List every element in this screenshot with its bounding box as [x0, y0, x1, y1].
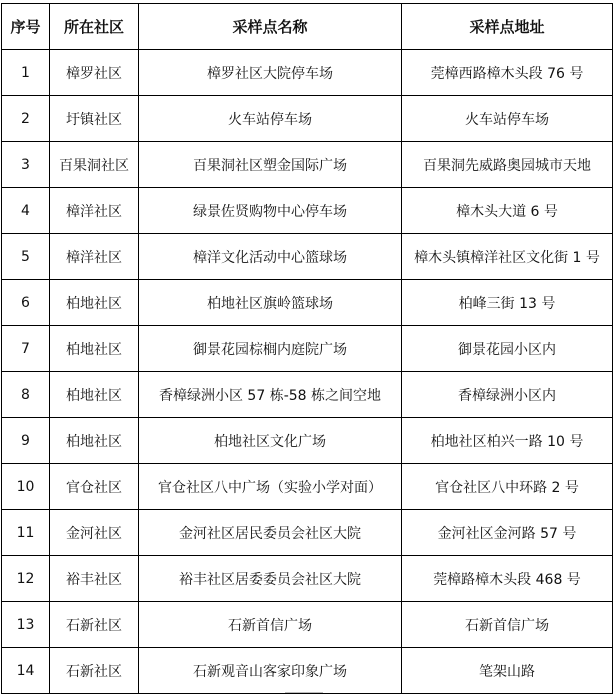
cell-address: 莞樟西路樟木头段 76 号	[402, 50, 613, 96]
header-site-name: 采样点名称	[139, 4, 402, 50]
table-body	[2, 50, 613, 694]
cell-address: 柏峰三街 13 号	[402, 280, 613, 326]
table-row	[2, 556, 613, 602]
cell-site-name: 绿景佐贤购物中心停车场	[139, 188, 402, 234]
cell-site-name: 樟罗社区大院停车场	[139, 50, 402, 96]
cell-site-name: 御景花园棕榈内庭院广场	[139, 326, 402, 372]
bottom-divider-mark	[285, 692, 323, 693]
cell-community: 樟洋社区	[50, 188, 139, 234]
table-row	[2, 234, 613, 280]
cell-index: 10	[2, 464, 50, 510]
cell-community: 金河社区	[50, 510, 139, 556]
cell-index: 9	[2, 418, 50, 464]
sampling-sites-table	[1, 3, 613, 694]
table-row	[2, 510, 613, 556]
cell-index: 12	[2, 556, 50, 602]
table-row	[2, 602, 613, 648]
cell-address: 火车站停车场	[402, 96, 613, 142]
cell-community: 裕丰社区	[50, 556, 139, 602]
cell-address: 香樟绿洲小区内	[402, 372, 613, 418]
table-row	[2, 464, 613, 510]
cell-index: 7	[2, 326, 50, 372]
cell-index: 3	[2, 142, 50, 188]
cell-community: 柏地社区	[50, 326, 139, 372]
cell-address: 百果洞先威路奥园城市天地	[402, 142, 613, 188]
cell-site-name: 百果洞社区塑金国际广场	[139, 142, 402, 188]
table-row	[2, 96, 613, 142]
cell-address: 莞樟路樟木头段 468 号	[402, 556, 613, 602]
table-row	[2, 280, 613, 326]
table-row	[2, 142, 613, 188]
header-community: 所在社区	[50, 4, 139, 50]
cell-site-name: 柏地社区旗岭篮球场	[139, 280, 402, 326]
cell-community: 官仓社区	[50, 464, 139, 510]
cell-address: 樟木头大道 6 号	[402, 188, 613, 234]
cell-index: 11	[2, 510, 50, 556]
table-row	[2, 188, 613, 234]
cell-community: 柏地社区	[50, 280, 139, 326]
cell-index: 1	[2, 50, 50, 96]
table-row	[2, 418, 613, 464]
cell-index: 2	[2, 96, 50, 142]
table-row	[2, 50, 613, 96]
cell-site-name: 柏地社区文化广场	[139, 418, 402, 464]
cell-site-name: 火车站停车场	[139, 96, 402, 142]
header-address: 采样点地址	[402, 4, 613, 50]
cell-address: 柏地社区柏兴一路 10 号	[402, 418, 613, 464]
cell-community: 柏地社区	[50, 418, 139, 464]
cell-community: 柏地社区	[50, 372, 139, 418]
cell-community: 樟洋社区	[50, 234, 139, 280]
table-row	[2, 372, 613, 418]
cell-address: 御景花园小区内	[402, 326, 613, 372]
table-row	[2, 648, 613, 694]
cell-address: 石新首信广场	[402, 602, 613, 648]
cell-index: 8	[2, 372, 50, 418]
header-row	[2, 4, 613, 50]
cell-site-name: 石新观音山客家印象广场	[139, 648, 402, 694]
cell-index: 5	[2, 234, 50, 280]
cell-site-name: 金河社区居民委员会社区大院	[139, 510, 402, 556]
header-index: 序号	[2, 4, 50, 50]
cell-address: 金河社区金河路 57 号	[402, 510, 613, 556]
cell-site-name: 石新首信广场	[139, 602, 402, 648]
cell-address: 官仓社区八中环路 2 号	[402, 464, 613, 510]
cell-index: 13	[2, 602, 50, 648]
cell-index: 14	[2, 648, 50, 694]
cell-community: 圩镇社区	[50, 96, 139, 142]
cell-site-name: 香樟绿洲小区 57 栋-58 栋之间空地	[139, 372, 402, 418]
cell-site-name: 官仓社区八中广场（实验小学对面）	[139, 464, 402, 510]
cell-community: 石新社区	[50, 602, 139, 648]
cell-address: 笔架山路	[402, 648, 613, 694]
cell-site-name: 裕丰社区居委委员会社区大院	[139, 556, 402, 602]
cell-community: 石新社区	[50, 648, 139, 694]
cell-site-name: 樟洋文化活动中心篮球场	[139, 234, 402, 280]
table-row	[2, 326, 613, 372]
cell-index: 4	[2, 188, 50, 234]
cell-community: 百果洞社区	[50, 142, 139, 188]
cell-address: 樟木头镇樟洋社区文化街 1 号	[402, 234, 613, 280]
cell-community: 樟罗社区	[50, 50, 139, 96]
table-header	[2, 4, 613, 50]
cell-index: 6	[2, 280, 50, 326]
